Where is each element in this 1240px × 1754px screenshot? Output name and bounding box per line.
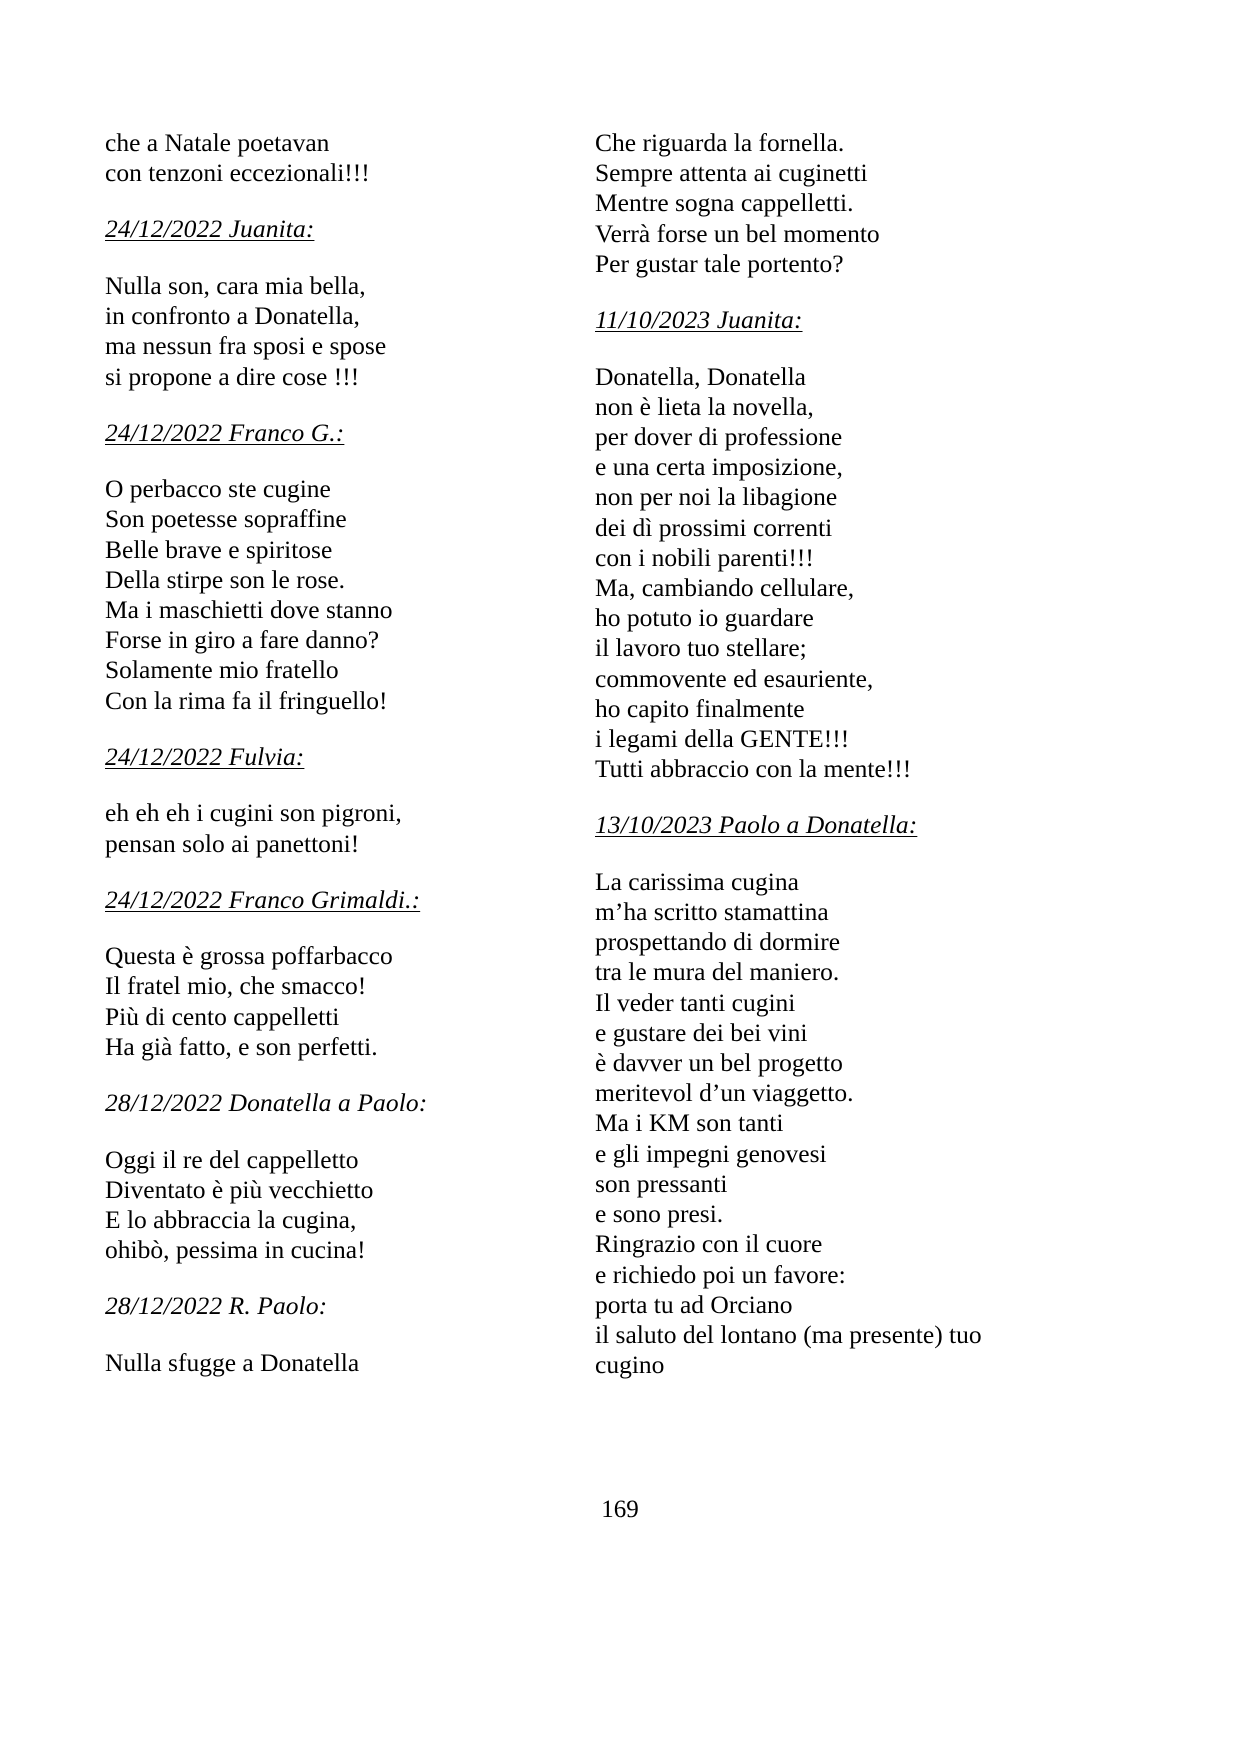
poem-line: commovente ed esauriente, <box>595 663 874 693</box>
poem-line: m’ha scritto stamattina <box>595 897 829 927</box>
date-heading-wrapper <box>105 1088 545 1119</box>
poem-line: Son poetesse sopraffine <box>105 504 347 534</box>
poem-line: con tenzoni eccezionali!!! <box>105 158 370 188</box>
poem-line: Più di cento cappelletti <box>105 1001 340 1031</box>
poem-line: Per gustar tale portento? <box>595 248 844 278</box>
poem-line: Forse in giro a fare danno? <box>105 625 380 655</box>
poem-line: Ma, cambiando cellulare, <box>595 572 855 602</box>
poem-line: Che riguarda la fornella. <box>595 128 845 157</box>
poem-line: Ma i KM son tanti <box>595 1108 784 1138</box>
poem-line: Nulla son, cara mia bella, <box>105 270 366 300</box>
poem-line: Il veder tanti cugini <box>595 987 796 1017</box>
poem-line: Sempre attenta ai cuginetti <box>595 158 868 188</box>
poem-line: Nulla sfugge a Donatella <box>105 1347 360 1377</box>
poem-line: per dover di professione <box>595 421 843 451</box>
poem-line: è davver un bel progetto <box>595 1048 843 1078</box>
poem-line: porta tu ad Orciano <box>595 1289 793 1319</box>
poem-line: son pressanti <box>595 1168 728 1198</box>
poem-line: ho capito finalmente <box>595 693 805 723</box>
date-heading: 11/10/2023 Juanita: <box>595 305 803 335</box>
date-heading-wrapper <box>105 742 545 773</box>
poem-line: il saluto del lontano (ma presente) tuo <box>595 1319 982 1349</box>
poem-stanza <box>105 271 545 392</box>
date-heading-wrapper <box>105 1291 545 1322</box>
poem-line: E lo abbraccia la cugina, <box>105 1204 357 1234</box>
date-heading: 28/12/2022 Donatella a Paolo: <box>105 1088 428 1118</box>
poem-line: Il fratel mio, che smacco! <box>105 971 367 1001</box>
poem-line: con i nobili parenti!!! <box>595 542 814 572</box>
poem-line: Della stirpe son le rose. <box>105 564 346 594</box>
poem-line: e sono presi. <box>595 1199 724 1229</box>
poem-stanza <box>105 941 545 1062</box>
poem-stanza <box>595 128 1035 279</box>
poem-line: ho potuto io guardare <box>595 603 814 633</box>
poem-line: ma nessun fra sposi e spose <box>105 331 387 361</box>
poem-line: Tutti abbraccio con la mente!!! <box>595 754 912 784</box>
poem-line: Donatella, Donatella <box>595 361 806 391</box>
poem-line: che a Natale poetavan <box>105 128 330 157</box>
date-heading-wrapper <box>105 418 545 449</box>
poem-line: Oggi il re del cappelletto <box>105 1144 359 1174</box>
date-heading: 24/12/2022 Franco Grimaldi.: <box>105 884 421 914</box>
poem-line: Ringrazio con il cuore <box>595 1229 823 1259</box>
date-heading: 24/12/2022 Fulvia: <box>105 741 305 771</box>
poem-line: non per noi la libagione <box>595 482 838 512</box>
poem-line: si propone a dire cose !!! <box>105 361 360 391</box>
page-number: 169 <box>601 1496 639 1523</box>
poem-line: Ma i maschietti dove stanno <box>105 595 393 625</box>
poem-line: e gli impegni genovesi <box>595 1138 827 1168</box>
poem-line: tra le mura del maniero. <box>595 957 840 987</box>
poem-line: La carissima cugina <box>595 866 799 896</box>
poem-stanza <box>105 1348 545 1378</box>
date-heading-wrapper <box>595 810 1035 841</box>
poem-line: e una certa imposizione, <box>595 452 843 482</box>
poem-stanza <box>105 474 545 716</box>
poem-line: Belle brave e spiritose <box>105 534 333 564</box>
poem-line: Verrà forse un bel momento <box>595 218 880 248</box>
poem-stanza <box>105 128 545 188</box>
poem-stanza <box>105 798 545 858</box>
date-heading: 24/12/2022 Franco G.: <box>105 417 345 447</box>
poem-stanza <box>595 362 1035 785</box>
poem-line: Ha già fatto, e son perfetti. <box>105 1031 378 1061</box>
poem-stanza <box>595 867 1035 1380</box>
poem-line: Con la rima fa il fringuello! <box>105 685 388 715</box>
poem-line: Solamente mio fratello <box>105 655 339 685</box>
poem-line: cugino <box>595 1350 665 1380</box>
date-heading: 24/12/2022 Juanita: <box>105 214 315 244</box>
poem-line: meritevol d’un viaggetto. <box>595 1078 854 1108</box>
poem-line: eh eh eh i cugini son pigroni, <box>105 798 402 828</box>
poem-line: e richiedo poi un favore: <box>595 1259 846 1289</box>
poem-line: pensan solo ai panettoni! <box>105 828 360 858</box>
poem-line: in confronto a Donatella, <box>105 301 360 331</box>
poem-line: i legami della GENTE!!! <box>595 723 850 753</box>
date-heading-wrapper <box>105 214 545 245</box>
poem-line: Diventato è più vecchietto <box>105 1174 374 1204</box>
poem-line: prospettando di dormire <box>595 927 841 957</box>
poem-line: ohibò, pessima in cucina! <box>105 1235 366 1265</box>
two-column-text-body <box>105 128 1135 1428</box>
left-column <box>105 128 545 1428</box>
date-heading-wrapper <box>595 305 1035 336</box>
date-heading: 13/10/2023 Paolo a Donatella: <box>595 810 918 840</box>
poem-stanza <box>105 1145 545 1266</box>
poem-line: non è lieta la novella, <box>595 391 814 421</box>
poem-line: dei dì prossimi correnti <box>595 512 833 542</box>
date-heading: 28/12/2022 R. Paolo: <box>105 1291 328 1321</box>
poem-line: il lavoro tuo stellare; <box>595 633 807 663</box>
poem-line: Mentre sogna cappelletti. <box>595 188 854 218</box>
date-heading-wrapper <box>105 885 545 916</box>
right-column <box>595 128 1035 1428</box>
poem-line: e gustare dei bei vini <box>595 1017 808 1047</box>
poem-line: Questa è grossa poffarbacco <box>105 941 393 971</box>
poem-line: O perbacco ste cugine <box>105 474 331 504</box>
